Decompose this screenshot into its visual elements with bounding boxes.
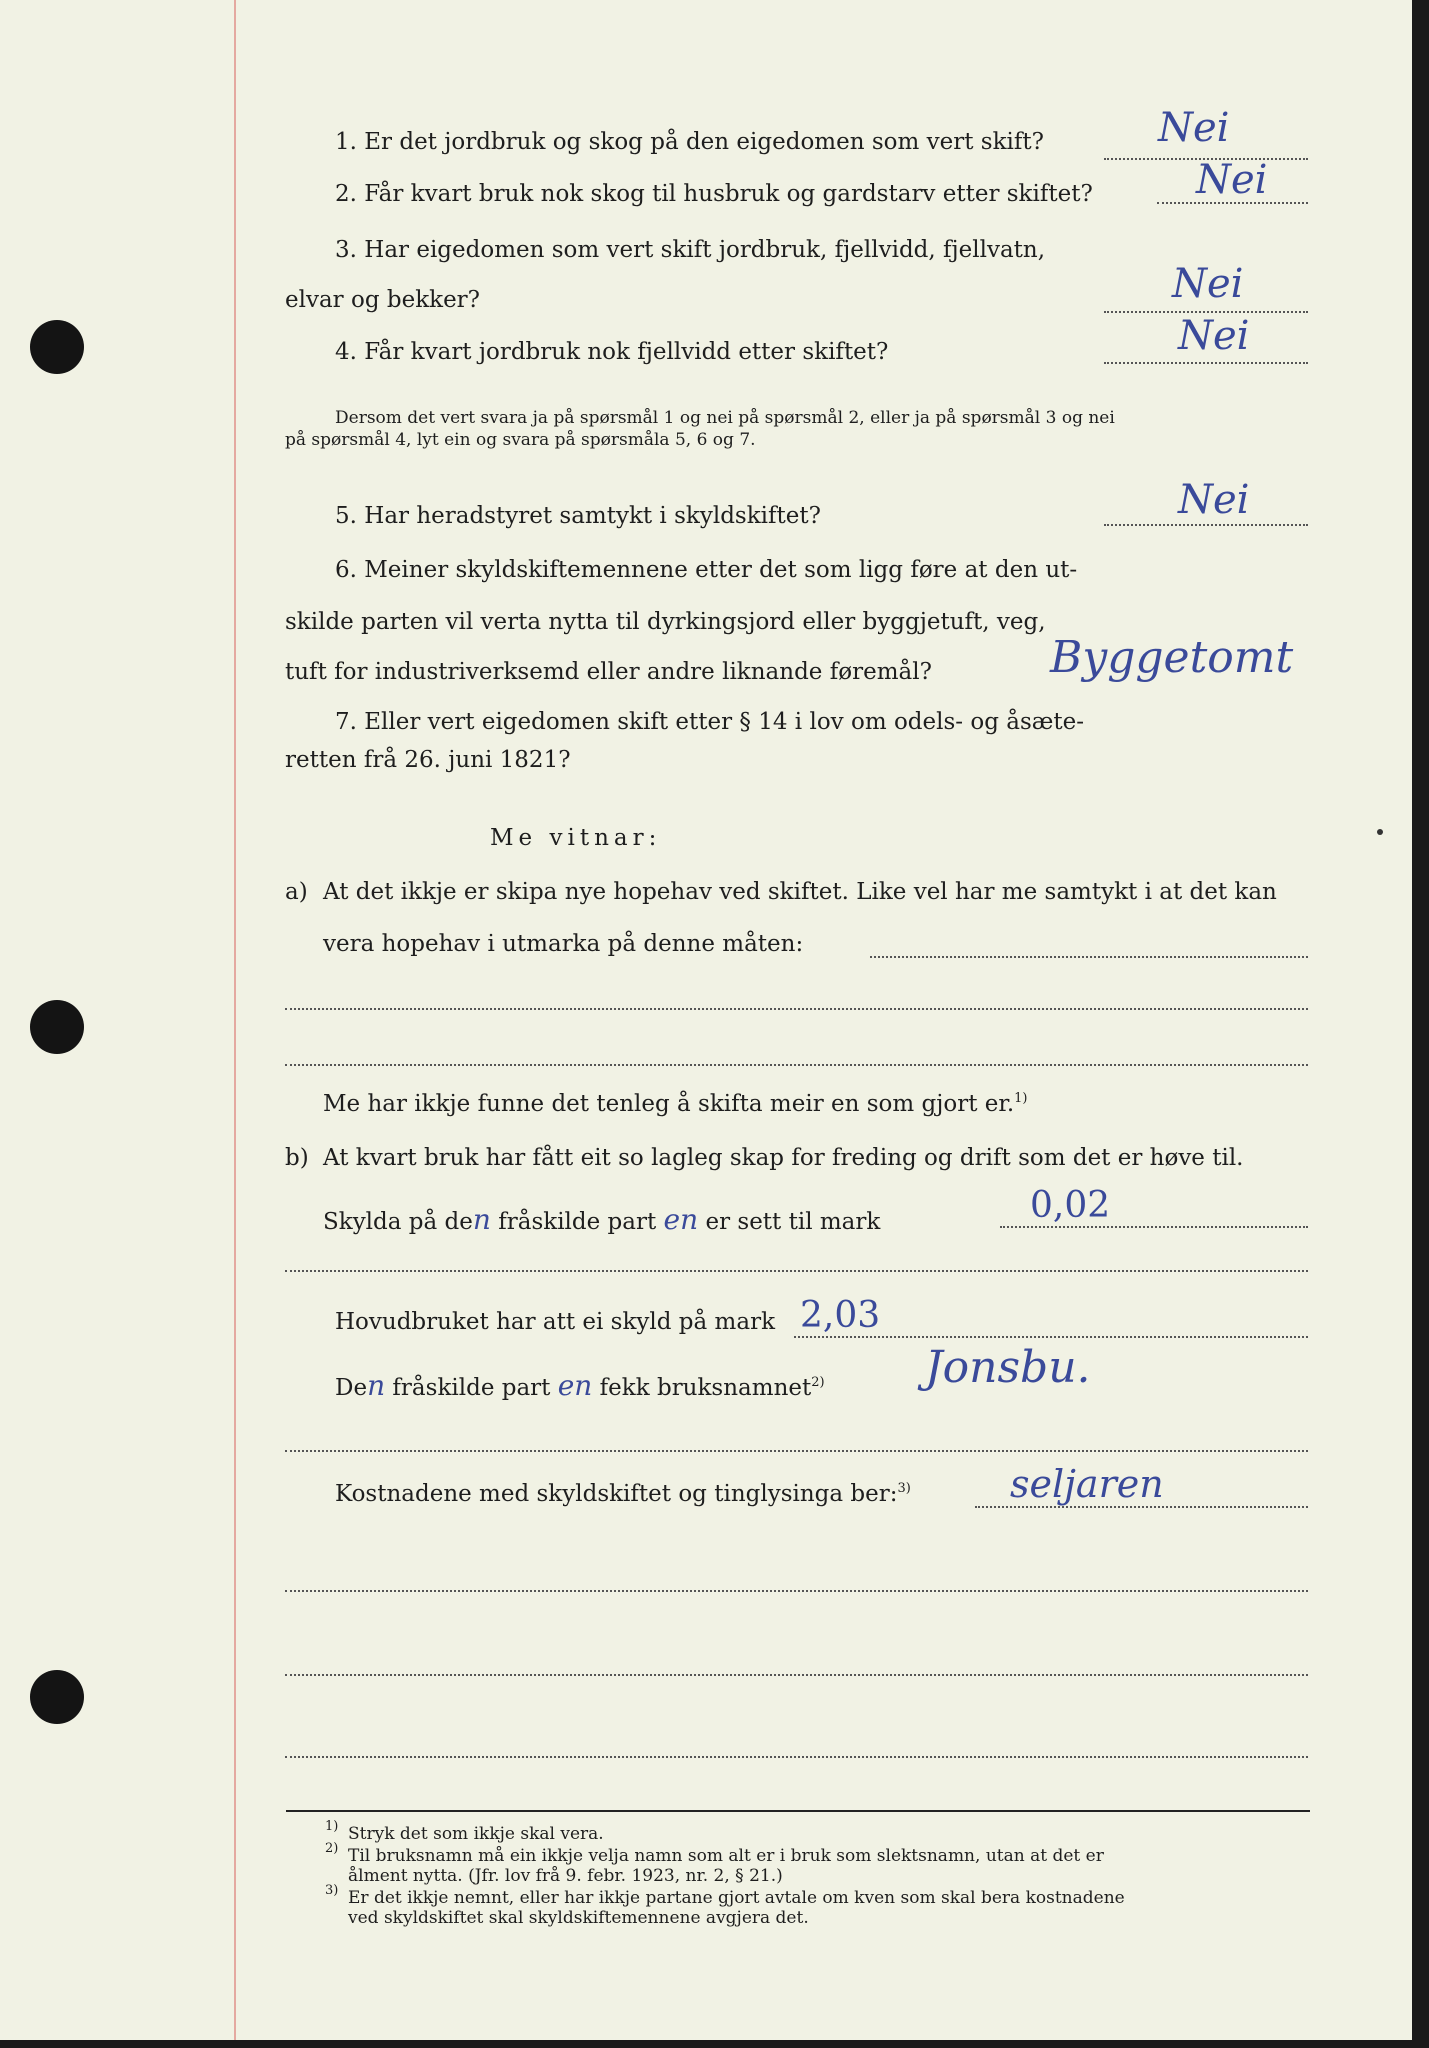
question-6-line-2: skilde parten vil verta nytta til dyrkingsjord eller byggjetuft, veg,	[285, 609, 1046, 635]
skylda-text-2: fråskilde part	[498, 1209, 657, 1235]
footnote-3-line-2: ved skyldskiftet skal skyldskiftemennene avgjera det.	[348, 1908, 809, 1928]
answer-4: Nei	[1178, 313, 1250, 359]
skylda-hand-2: en	[663, 1203, 699, 1236]
kostnad-value-line	[975, 1506, 1308, 1508]
footnote-3-line-1: Er det ikkje nemnt, eller har ikkje partane gjort avtale om kven som skal bera kostnadene	[348, 1888, 1125, 1908]
answer-line-4	[1104, 362, 1308, 364]
answer-6: Byggetomt	[1050, 632, 1294, 683]
skylda-text-1: Skylda på de	[323, 1209, 473, 1235]
question-3-line-2: elvar og bekker?	[285, 287, 481, 313]
item-b-marker: b)	[285, 1145, 309, 1171]
answer-line-5	[1104, 524, 1308, 526]
skylda-hand-1: n	[472, 1203, 491, 1236]
question-1: 1. Er det jordbruk og skog på den eigedomen som vert skift?	[335, 129, 1044, 155]
skylda-line	[323, 1198, 880, 1242]
margin-line	[234, 0, 236, 2040]
note-text: Me har ikkje funne det tenleg å skifta meir en som gjort er.	[323, 1091, 1015, 1117]
witness-heading: Me vitnar:	[490, 825, 662, 851]
hopehav-line-3	[285, 1064, 1308, 1066]
note-line	[323, 1090, 1028, 1118]
footnote-3-mark: 3)	[325, 1883, 339, 1898]
hopehav-line-1	[870, 956, 1308, 958]
question-5: 5. Har heradstyret samtykt i skyldskiftet?	[335, 503, 821, 529]
footnote-1: Stryk det som ikkje skal vera.	[348, 1824, 604, 1844]
answer-2: Nei	[1196, 157, 1268, 203]
question-6-line-1: 6. Meiner skyldskiftemennene etter det som ligg føre at den ut-	[335, 557, 1078, 583]
answer-1: Nei	[1158, 105, 1230, 151]
bruksnamn-text-2: fråskilde part	[392, 1375, 551, 1401]
hopehav-line-2	[285, 1008, 1308, 1010]
footnote-2-line-2: ålment nytta. (Jfr. lov frå 9. febr. 1923, nr. 2, § 21.)	[348, 1866, 783, 1886]
question-3-line-1: 3. Har eigedomen som vert skift jordbruk, fjellvidd, fjellvatn,	[335, 237, 1046, 263]
bruksnamn-text-1: De	[335, 1375, 368, 1401]
footnote-2-mark: 2)	[325, 1841, 339, 1856]
punch-hole-middle	[30, 1000, 84, 1054]
answer-5: Nei	[1178, 477, 1250, 523]
kostnad-extra-line-3	[285, 1756, 1308, 1758]
instruction-line-1: Dersom det vert svara ja på spørsmål 1 og nei på spørsmål 2, eller ja på spørsmål 3 og nei	[335, 408, 1115, 428]
item-a-line-2: vera hopehav i utmarka på denne måten:	[323, 931, 804, 957]
kostnad-text: Kostnadene med skyldskiftet og tinglysinga ber:	[335, 1481, 898, 1507]
note-ref: 1)	[1014, 1091, 1028, 1106]
question-7-line-2: retten frå 26. juni 1821?	[285, 747, 571, 773]
question-4: 4. Får kvart jordbruk nok fjellvidd etter skiftet?	[335, 339, 889, 365]
stray-mark	[1377, 829, 1383, 835]
kostnad-extra-line-1	[285, 1590, 1308, 1592]
footnote-1-mark: 1)	[325, 1819, 339, 1834]
punch-hole-top	[30, 320, 84, 374]
question-6-line-3: tuft for industriverksemd eller andre liknande føremål?	[285, 659, 932, 685]
kostnad-ref: 3)	[897, 1481, 911, 1496]
skylda-value: 0,02	[1030, 1185, 1111, 1226]
skylda-text-3: er sett til mark	[705, 1209, 881, 1235]
footnote-rule	[286, 1810, 1310, 1812]
skylda-extra-line	[285, 1270, 1308, 1272]
bruksnamn-extra-line	[285, 1450, 1308, 1452]
footnote-2-line-1: Til bruksnamn må ein ikkje velja namn som alt er i bruk som slektsnamn, utan at det er	[348, 1846, 1104, 1866]
hovudbruk-value: 2,03	[800, 1295, 881, 1336]
bruksnamn-hand-2: en	[557, 1369, 593, 1402]
item-b-line-1: At kvart bruk har fått eit so lagleg skap for freding og drift som det er høve til.	[323, 1145, 1244, 1171]
question-7-line-1: 7. Eller vert eigedomen skift etter § 14 i lov om odels- og åsæte-	[335, 709, 1085, 735]
kostnad-line	[335, 1480, 911, 1508]
bruksnamn-ref: 2)	[811, 1375, 825, 1390]
punch-hole-bottom	[30, 1670, 84, 1724]
hovudbruk-text: Hovudbruket har att ei skyld på mark	[335, 1309, 776, 1335]
bruksnamn-text-3: fekk bruksnamnet	[599, 1375, 812, 1401]
answer-3: Nei	[1172, 261, 1244, 307]
kostnad-extra-line-2	[285, 1674, 1308, 1676]
instruction-line-2: på spørsmål 4, lyt ein og svara på spørsmåla 5, 6 og 7.	[285, 430, 756, 450]
bruksnamn-hand-1: n	[367, 1369, 386, 1402]
item-a-marker: a)	[285, 879, 308, 905]
kostnad-value: seljaren	[1010, 1462, 1164, 1506]
question-2: 2. Får kvart bruk nok skog til husbruk og gardstarv etter skiftet?	[335, 181, 1093, 207]
item-a-line-1: At det ikkje er skipa nye hopehav ved skiftet. Like vel har me samtykt i at det kan	[323, 879, 1277, 905]
bruksnamn-value: Jonsbu.	[925, 1342, 1091, 1393]
bruksnamn-line	[335, 1364, 825, 1408]
